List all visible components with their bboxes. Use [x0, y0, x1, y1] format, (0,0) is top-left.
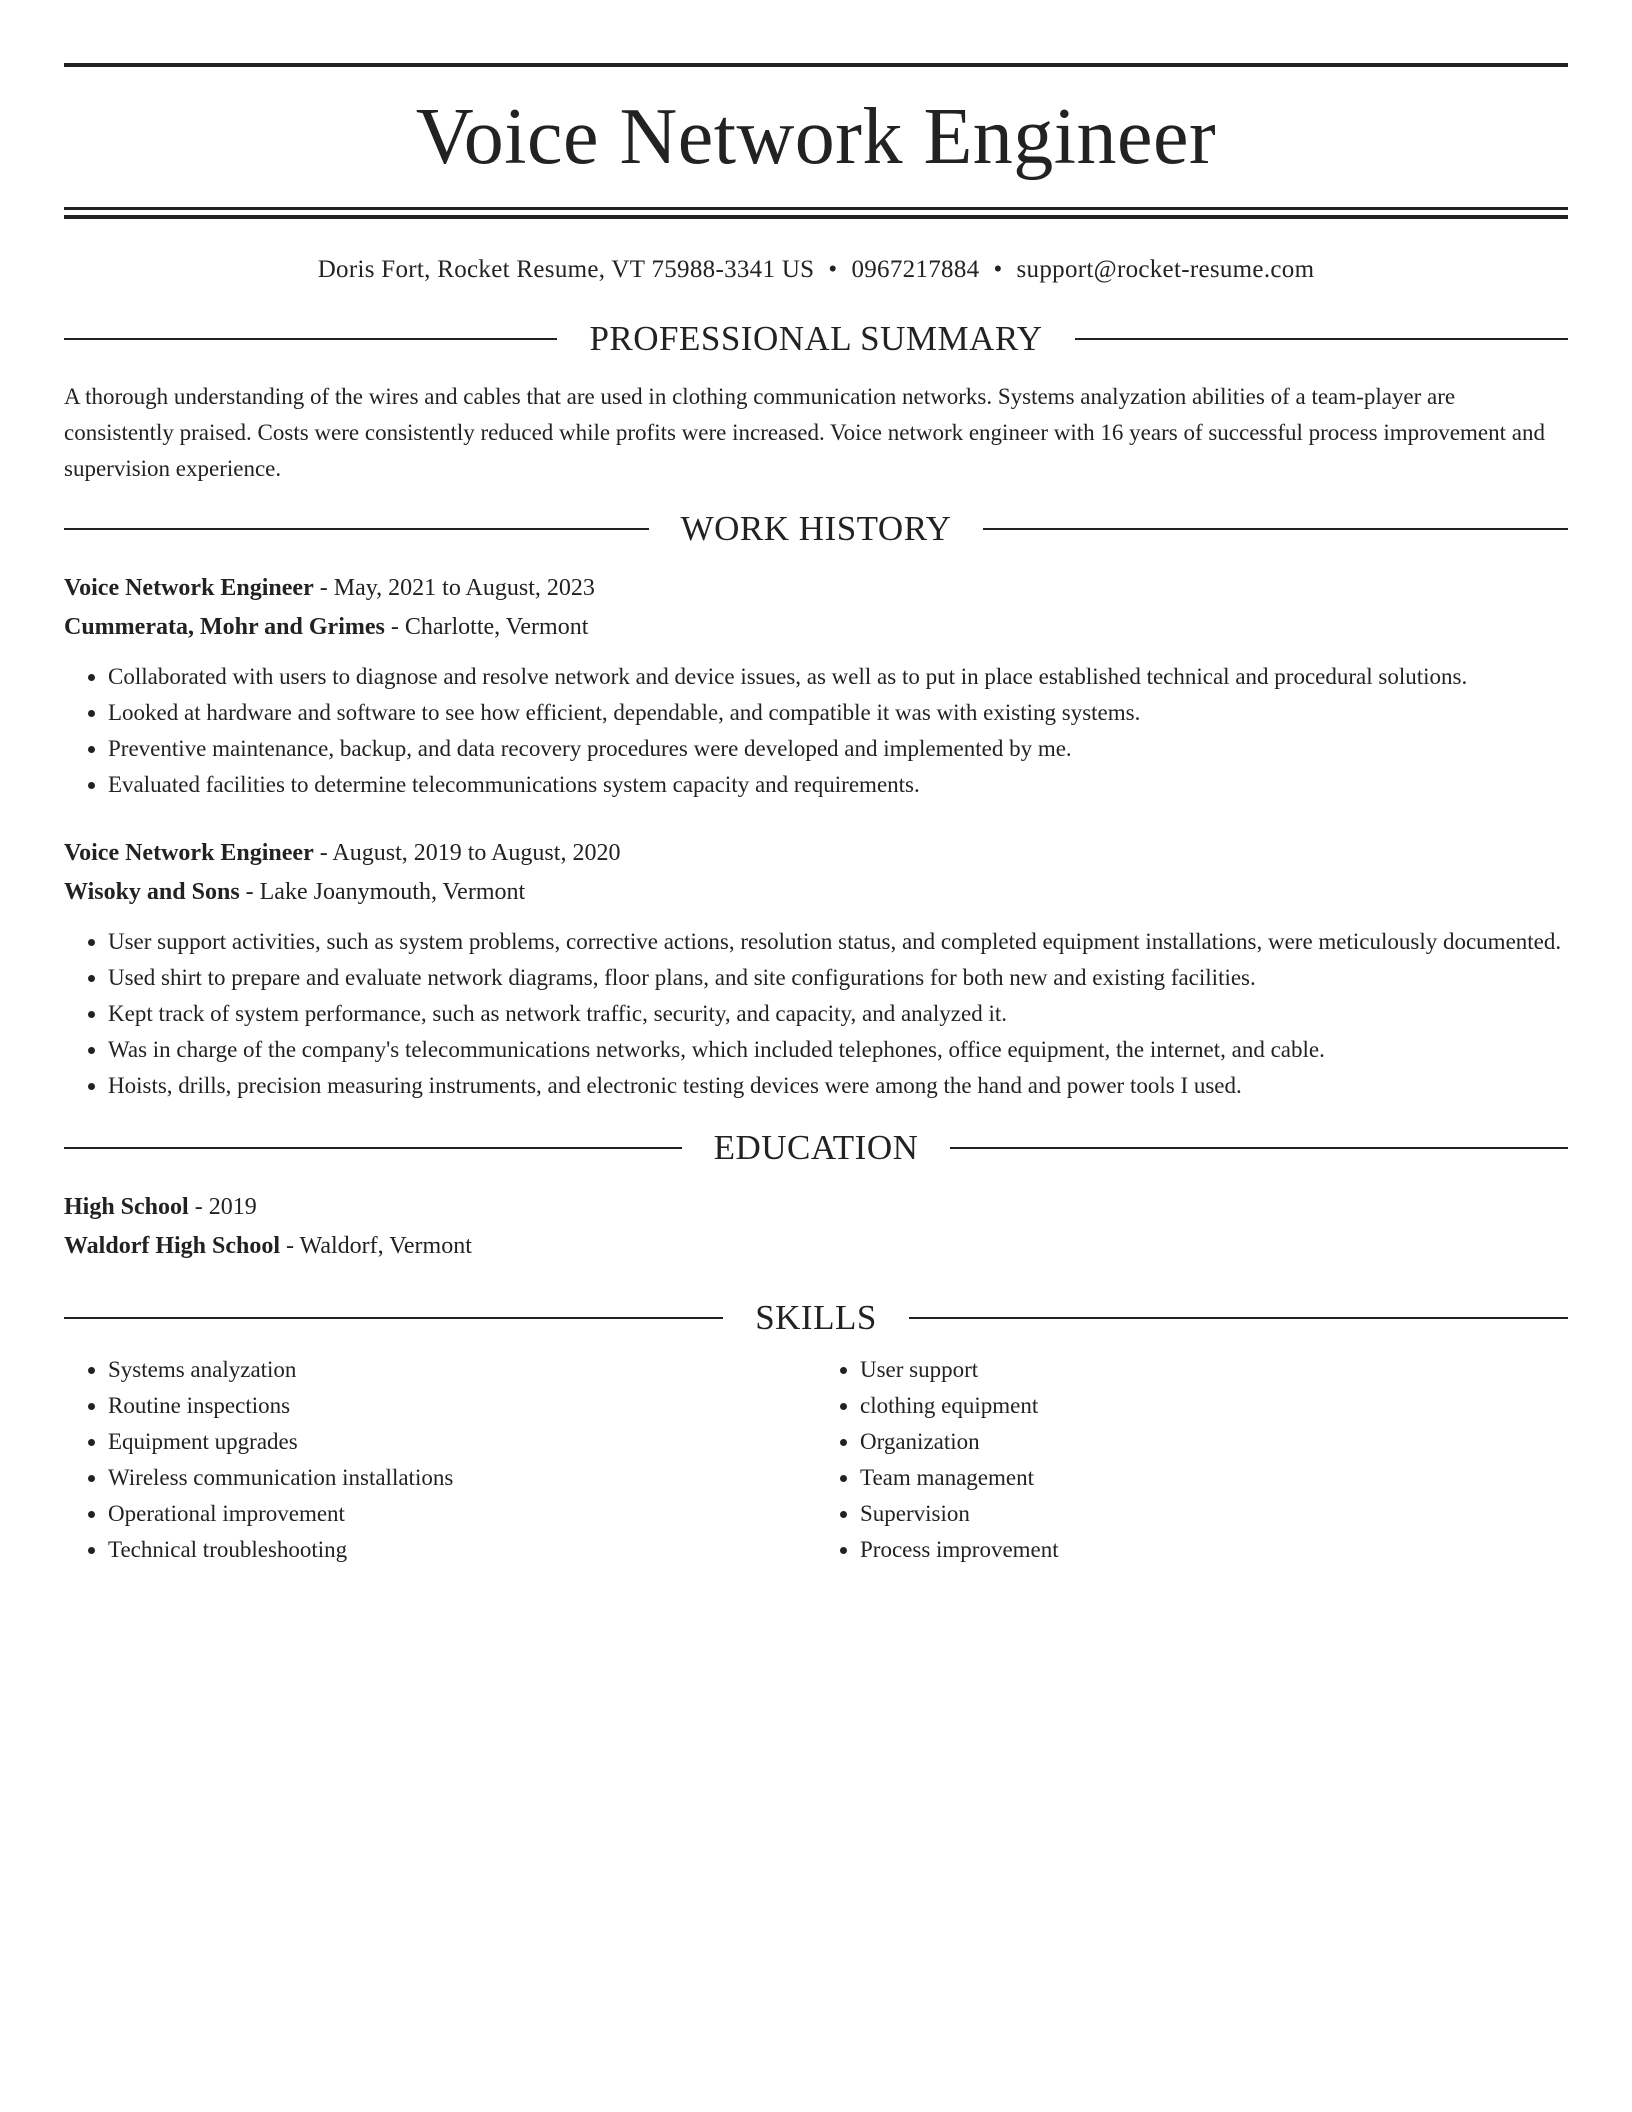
- work-section-heading: [64, 507, 1568, 551]
- heading-rule-left: [64, 338, 557, 340]
- resume-title: Voice Network Engineer: [415, 93, 1217, 181]
- job-location: - Lake Joanymouth, Vermont: [239, 879, 526, 905]
- heading-rule-right: [909, 1317, 1568, 1319]
- job-bullet: • Hoists, drills, precision measuring instruments, and electronic testing devices were among the hand and power tools I used.: [108, 1068, 1568, 1104]
- skill-item: • Supervision: [860, 1496, 1568, 1532]
- summary-text: A thorough understanding of the wires and cables that are used in clothing communication networks. Systems analyzation abilities of a team-player are consistently praised. Costs were consistently reduced while profits were increased. Voice network engineer with 16 years of successful process improvement and supervision experience.: [64, 384, 1545, 481]
- education-section-heading: [64, 1126, 1568, 1170]
- heading-rule-right: [983, 528, 1568, 530]
- job-title-line: [64, 834, 1568, 873]
- job-bullet: • Kept track of system performance, such as network traffic, security, and capacity, and analyzed it.: [108, 996, 1568, 1032]
- skill-item: • Equipment upgrades: [108, 1424, 816, 1460]
- job-title: Voice Network Engineer: [64, 840, 314, 866]
- contact-email: support@rocket-resume.com: [1016, 256, 1315, 283]
- education-year: - 2019: [188, 1194, 257, 1220]
- job-title-line: [64, 569, 1568, 608]
- contact-line: [64, 253, 1568, 287]
- job-bullet-list: [64, 659, 1568, 803]
- skill-item: • clothing equipment: [860, 1388, 1568, 1424]
- title-double-rule: [64, 207, 1568, 219]
- skills-heading: SKILLS: [755, 1298, 877, 1337]
- education-degree: High School: [64, 1194, 189, 1220]
- job-bullet: • Evaluated facilities to determine telecommunications system capacity and requirements.: [108, 767, 1568, 803]
- skill-item: • User support: [860, 1352, 1568, 1388]
- job-bullet: • Used shirt to prepare and evaluate network diagrams, floor plans, and site configurations for both new and existing facilities.: [108, 960, 1568, 996]
- summary-section-heading: [64, 317, 1568, 361]
- job-entry: [64, 834, 1568, 1104]
- skills-list-right: [816, 1352, 1568, 1568]
- skill-item: • Technical troubleshooting: [108, 1532, 816, 1568]
- heading-rule-left: [64, 528, 649, 530]
- skill-item: • Systems analyzation: [108, 1352, 816, 1388]
- job-entry: [64, 569, 1568, 803]
- skill-item: • Routine inspections: [108, 1388, 816, 1424]
- resume-page: [64, 0, 1568, 1568]
- skills-grid: [64, 1352, 1568, 1568]
- heading-rule-left: [64, 1147, 682, 1149]
- skill-item: • Team management: [860, 1460, 1568, 1496]
- heading-rule-right: [1075, 338, 1568, 340]
- education-degree-line: [64, 1188, 1568, 1227]
- skills-list-left: [64, 1352, 816, 1568]
- contact-separator: •: [993, 256, 1003, 283]
- education-heading: EDUCATION: [713, 1128, 919, 1167]
- skill-item: • Organization: [860, 1424, 1568, 1460]
- job-company-line: [64, 608, 1568, 647]
- contact-phone: 0967217884: [851, 256, 980, 283]
- job-company: Cummerata, Mohr and Grimes: [64, 614, 385, 640]
- heading-rule-right: [950, 1147, 1568, 1149]
- job-bullet: • Was in charge of the company's telecommunications networks, which included telephones, office equipment, the internet, and cable.: [108, 1032, 1568, 1068]
- contact-separator: •: [828, 256, 838, 283]
- skill-item: • Wireless communication installations: [108, 1460, 816, 1496]
- job-dates: - May, 2021 to August, 2023: [313, 575, 595, 601]
- skill-item: • Process improvement: [860, 1532, 1568, 1568]
- contact-address: Doris Fort, Rocket Resume, VT 75988-3341 US: [317, 256, 815, 283]
- job-company-line: [64, 873, 1568, 912]
- skills-section-heading: [64, 1296, 1568, 1340]
- work-heading: WORK HISTORY: [680, 509, 952, 548]
- job-bullet: • Collaborated with users to diagnose and resolve network and device issues, as well as to put in place established technical and procedural solutions.: [108, 659, 1568, 695]
- job-bullet-list: [64, 924, 1568, 1104]
- education-location: - Waldorf, Vermont: [280, 1233, 472, 1259]
- job-bullet: • Preventive maintenance, backup, and data recovery procedures were developed and implemented by me.: [108, 731, 1568, 767]
- job-bullet: • Looked at hardware and software to see how efficient, dependable, and compatible it was with existing systems.: [108, 695, 1568, 731]
- job-bullet: • User support activities, such as system problems, corrective actions, resolution status, and completed equipment installations, were meticulously documented.: [108, 924, 1568, 960]
- education-entry: [64, 1188, 1568, 1266]
- job-title: Voice Network Engineer: [64, 575, 314, 601]
- summary-heading: PROFESSIONAL SUMMARY: [589, 319, 1043, 358]
- job-company: Wisoky and Sons: [64, 879, 240, 905]
- job-dates: - August, 2019 to August, 2020: [313, 840, 621, 866]
- job-location: - Charlotte, Vermont: [384, 614, 589, 640]
- heading-rule-left: [64, 1317, 723, 1319]
- skill-item: • Operational improvement: [108, 1496, 816, 1532]
- education-school-line: [64, 1227, 1568, 1266]
- education-school: Waldorf High School: [64, 1233, 281, 1259]
